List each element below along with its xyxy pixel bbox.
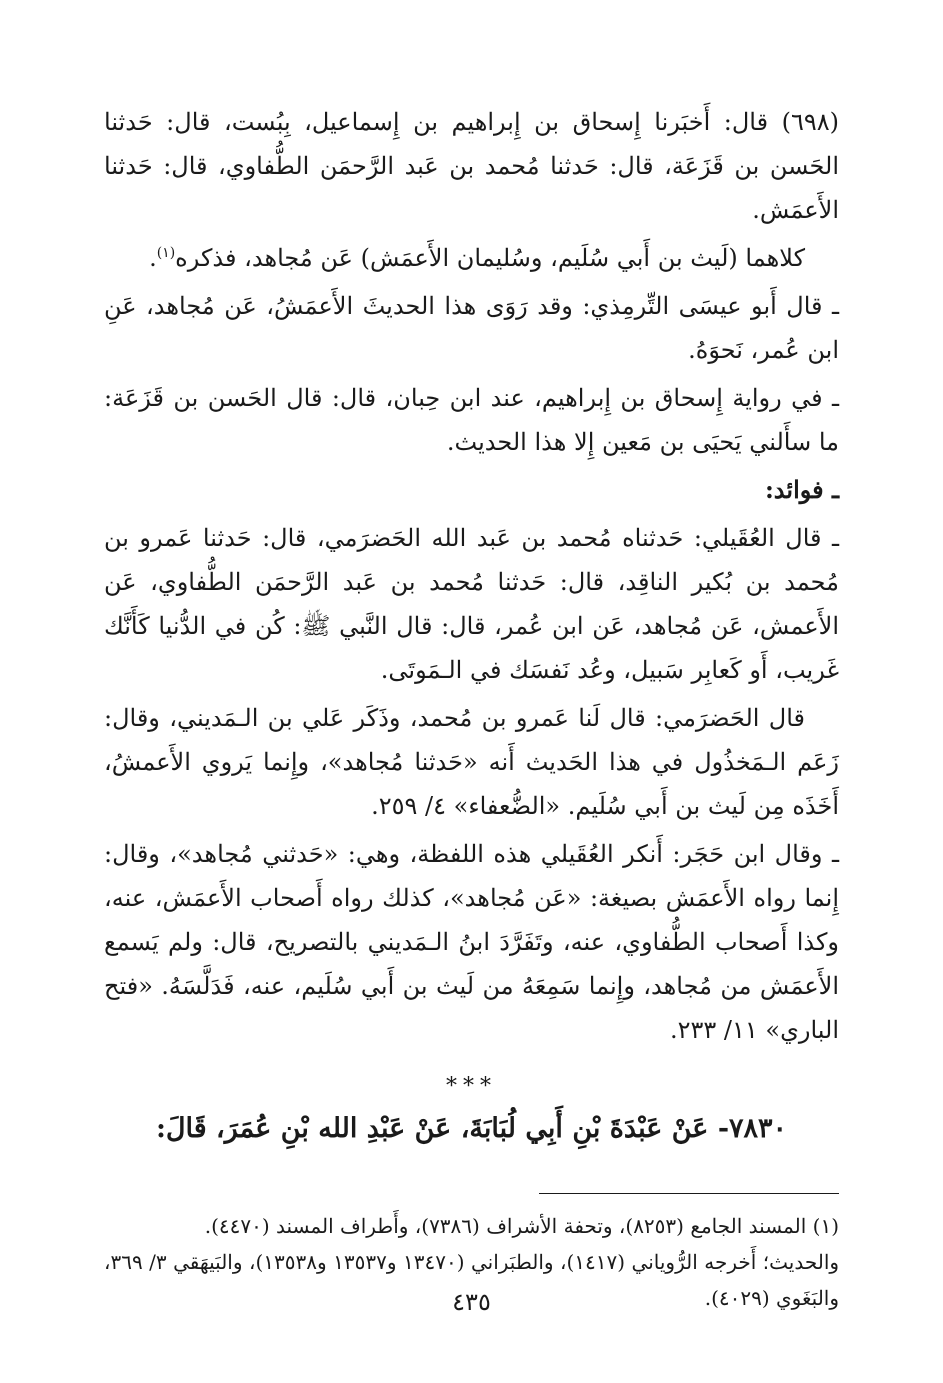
paragraph-tail: . — [149, 244, 157, 272]
paragraph-uqayli — [104, 516, 839, 692]
paragraph-text: ـ قال العُقَيلي: حَدثناه مُحمد بن عَبد الله الحَضرَمي، قال: حَدثنا عَمرو بن مُحمد بن بُكير الناقِد، قال: حَدثنا مُحمد بن عَبد الرَّحمَن الطُّفاوي، عَن الأَعمش، عَن مُجاهد، عَن ابن عُمر، قال: قال النَّبي ﷺ: كُن في الدُّنيا كَأَنَّك غَريب، أَو كَعابِر سَبيل، وعُد نَفسَك في الـمَوتَى. — [104, 524, 839, 684]
paragraph-ibn-hajar — [104, 832, 839, 1052]
footnote-1: (١) المسند الجامع (٨٢٥٣)، وتحفة الأشراف (٧٣٨٦)، وأَطراف المسند (٤٤٧٠). — [204, 1214, 839, 1238]
hadith-heading: ٧٨٣٠- عَنْ عَبْدَةَ بْنِ أَبِي لُبَابَةَ، عَنْ عَبْدِ الله بْنِ عُمَرَ، قَالَ: — [155, 1113, 788, 1144]
paragraph-text: ـ وقال ابن حَجَر: أَنكر العُقَيلي هذه اللفظة، وهي: «حَدثني مُجاهد»، وقال: إِنما رواه الأَعمَش بصيغة: «عَن مُجاهد»، كذلك رواه أَصحاب الأَعمَش، عنه، وكذا أَصحاب الطُّفاوي، عنه، وتَفَرَّدَ ابنُ الـمَديني بالتصريح، قال: ولم يَسمع الأَعمَش من مُجاهد، وإِنما سَمِعَهُ من لَيث بن أَبي سُلَيم، عنه، فَدَلَّسَهُ. «فتح الباري» ١١/ ٢٣٣. — [104, 840, 839, 1044]
paragraph-isnad — [104, 100, 839, 232]
paragraph-both-chains — [104, 236, 839, 280]
footnote-1-continued: والحديث؛ أَخرجه الرُّوياني (١٤١٧)، والطبَراني (١٣٤٧٠ و١٣٥٣٧ و١٣٥٣٨)، والبَيهَقي ٣/ ٣٦٩، والبَغَوي (٤٠٢٩). — [104, 1250, 840, 1310]
paragraph-hadrami — [104, 696, 839, 828]
footnote-rule — [539, 1193, 839, 1194]
paragraph-text: كلاهما (لَيث بن أَبي سُلَيم، وسُليمان الأَعمَش) عَن مُجاهد، فذكره — [175, 244, 805, 272]
paragraph-text: ـ قال أَبو عيسَى التِّرمِذي: وقد رَوَى هذا الحديثَ الأَعمَشُ، عَن مُجاهد، عَنِ ابن عُمر، نَحوَهُ. — [104, 292, 839, 364]
section-separator: *** — [446, 1074, 497, 1099]
paragraph-text: قال الحَضرَمي: قال لَنا عَمرو بن مُحمد، وذَكَر عَلي بن الـمَديني، وقال: زَعَم الـمَخذُول في هذا الحَديث أَنه «حَدثنا مُجاهد»، وإِنما يَروي الأَعمشُ، أَخَذَه مِن لَيث بن أَبي سُلَيم. «الضُّعفاء» ٤/ ٢٥٩. — [104, 704, 839, 820]
heading-text: ـ فوائد: — [764, 475, 839, 504]
paragraph-text: (٦٩٨) قال: أَخبَرنا إِسحاق بن إِبراهيم بن إِسماعيل، بِبُست، قال: حَدثنا الحَسن بن قَزَعَة، قال: حَدثنا مُحمد بن عَبد الرَّحمَن الطُّفاوي، قال: حَدثنا الأَعمَش. — [104, 108, 839, 224]
footnote-reference[interactable]: (١) — [156, 245, 176, 261]
paragraph-tirmidhi — [104, 284, 839, 372]
paragraph-text: ـ في رواية إِسحاق بن إِبراهيم، عند ابن حِبان، قال: قال الحَسن بن قَزَعَة: ما سأَلني يَحيَى بن مَعين إِلا هذا الحديث. — [104, 384, 839, 456]
section-heading-fawaid — [104, 468, 839, 512]
main-text — [104, 100, 839, 1052]
paragraph-ibn-hibban — [104, 376, 839, 464]
page-number: ٤٣٥ — [452, 1288, 491, 1316]
